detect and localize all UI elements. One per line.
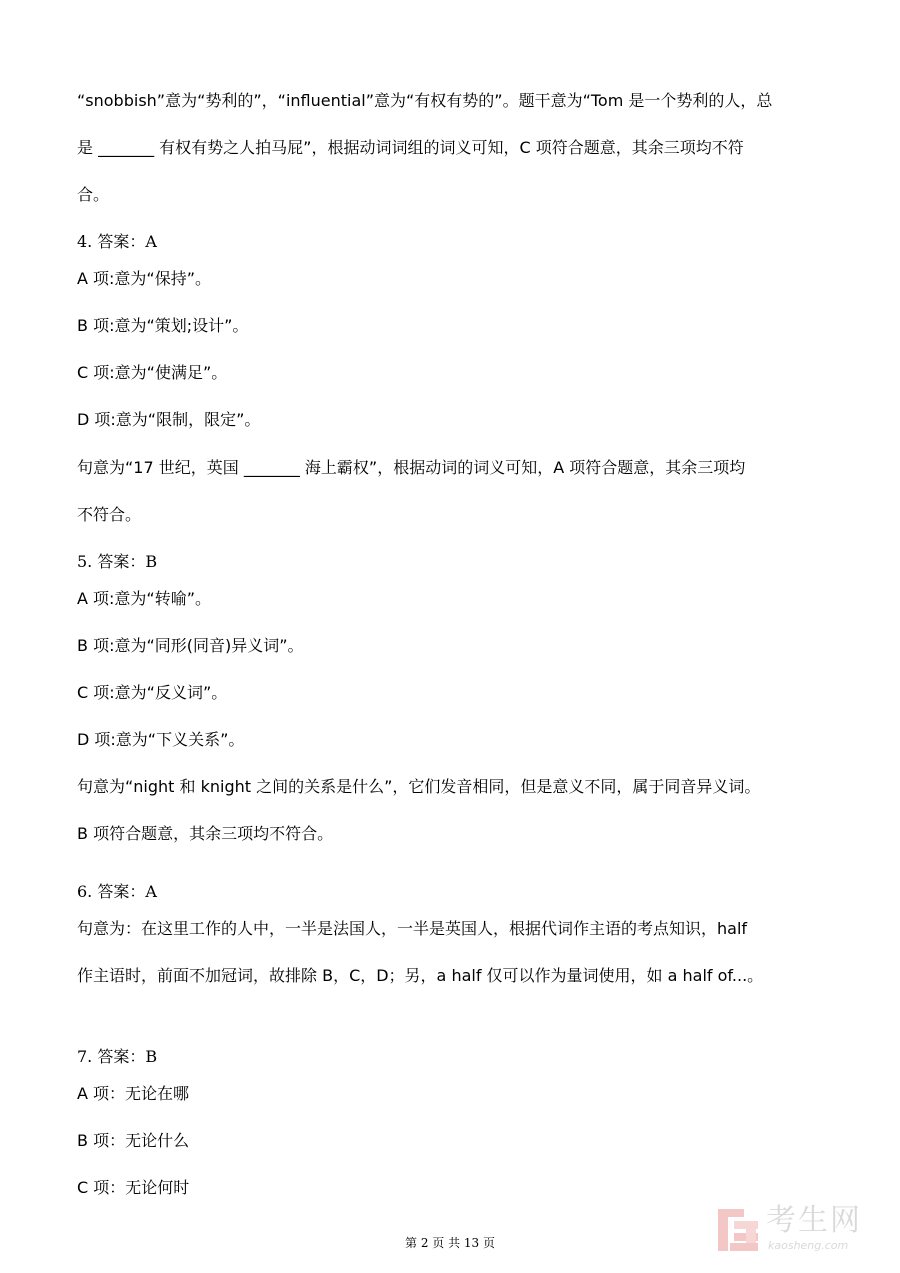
paragraph-line: B 项符合题意，其余三项均不符合。 [77, 824, 334, 843]
option-line: C 项：无论何时 [77, 1178, 190, 1197]
option-line: A 项：无论在哪 [77, 1084, 190, 1103]
page-footer: 第 2 页 共 13 页 [405, 1236, 495, 1250]
watermark-name: 考生网 [766, 1203, 862, 1238]
paragraph-line: “snobbish”意为“势利的”，“influential”意为“有权有势的”。题干意为“Tom 是一个势利的人，总 [77, 91, 773, 110]
option-line: D 项:意为“限制，限定”。 [77, 410, 261, 429]
option-line: B 项：无论什么 [77, 1131, 190, 1150]
answer-heading: 6. 答案：A [77, 882, 157, 901]
paragraph-line: 不符合。 [77, 505, 142, 524]
option-line: D 项:意为“下义关系”。 [77, 730, 245, 749]
option-line: C 项:意为“使满足”。 [77, 363, 228, 382]
paragraph-line: 合。 [77, 185, 110, 204]
watermark-url: kaosheng.com [768, 1239, 849, 1252]
option-line: A 项:意为“保持”。 [77, 269, 212, 288]
paragraph-line: 句意为“17 世纪，英国 _______ 海上霸权”，根据动词的词义可知，A 项符合题意，其余三项均 [77, 458, 746, 477]
answer-heading: 7. 答案：B [77, 1047, 158, 1066]
paragraph-line: 句意为“night 和 knight 之间的关系是什么”，它们发音相同，但是意义不同，属于同音异义词。 [77, 777, 761, 796]
paragraph-line: 句意为：在这里工作的人中，一半是法国人，一半是英国人，根据代词作主语的考点知识，half [77, 919, 748, 938]
paragraph-line: 作主语时，前面不加冠词，故排除 B，C，D；另，a half 仅可以作为量词使用，如 a half of...。 [77, 966, 764, 985]
answer-heading: 4. 答案：A [77, 232, 157, 251]
option-line: A 项:意为“转喻”。 [77, 589, 212, 608]
watermark [716, 1203, 886, 1261]
option-line: B 项:意为“同形(同音)异义词”。 [77, 636, 304, 655]
option-line: B 项:意为“策划;设计”。 [77, 316, 249, 335]
paragraph-line: 是 _______ 有权有势之人拍马屁”，根据动词词组的词义可知，C 项符合题意，其余三项均不符 [77, 138, 744, 157]
kaosheng-logo-icon [716, 1205, 762, 1255]
option-line: C 项:意为“反义词”。 [77, 683, 228, 702]
answer-heading: 5. 答案：B [77, 552, 158, 571]
